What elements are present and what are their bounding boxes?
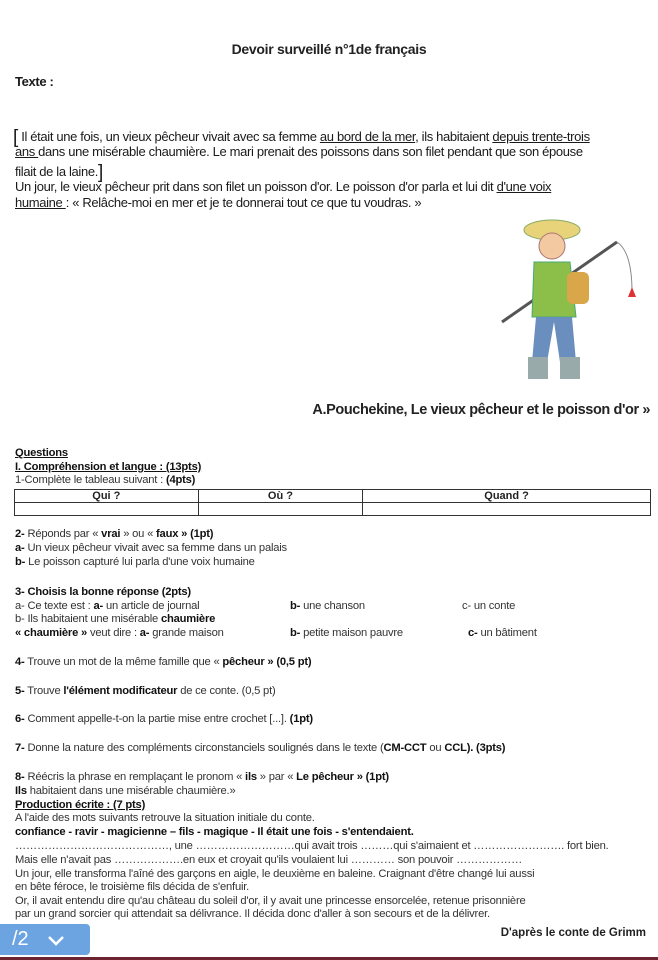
q-word: l'élément modificateur bbox=[63, 685, 178, 697]
option-text: petite maison pauvre bbox=[300, 627, 403, 639]
page-indicator[interactable] bbox=[0, 924, 90, 955]
production-line: Or, il avait entendu dire qu'au château du soleil d'or, il y avait une princesse ensorcelée, retenue prisonnière bbox=[15, 895, 526, 907]
q-word: « chaumière » bbox=[15, 627, 88, 639]
q-word: CCL bbox=[444, 742, 467, 754]
underlined-cct: depuis trente-trois bbox=[492, 129, 590, 144]
texte-label: Texte : bbox=[15, 74, 54, 89]
question-7 bbox=[15, 742, 505, 754]
option-b bbox=[290, 600, 365, 612]
text-line: filait de la laine. bbox=[15, 164, 98, 179]
points: » (1pt) bbox=[178, 528, 214, 540]
text-line: : « Relâche-moi en mer et je te donnerai tout ce que tu voudras. » bbox=[65, 195, 422, 210]
q-num: 6- bbox=[15, 713, 25, 725]
q-num: 8- bbox=[15, 771, 25, 783]
points: » (1pt) bbox=[353, 771, 389, 783]
q-text: » ou « bbox=[120, 528, 157, 540]
q-text: Comment appelle-t-on la partie mise entre crochet [...]. bbox=[24, 713, 290, 725]
q-text: Trouve bbox=[24, 685, 64, 697]
q-text: Réécris la phrase en remplaçant le pronom « bbox=[24, 771, 246, 783]
q-text: a- Ce texte est : bbox=[15, 600, 94, 612]
production-line: Un jour, elle transforma l'aîné des garçons en aigle, le deuxième en baleine. Craignant d'être changé lui aussi bbox=[15, 868, 535, 880]
production-line: ……………………………………, une ………………………qui avait trois ………qui s'aimaient et ……………………. fort bien. bbox=[15, 840, 609, 852]
q-num: 4- bbox=[15, 656, 25, 668]
page-count: /2 bbox=[12, 928, 29, 950]
question-3a bbox=[15, 600, 199, 612]
text-line: dans une misérable chaumière. Le mari prenait des poissons dans son filet pendant que son épouse bbox=[38, 144, 583, 159]
question-4 bbox=[15, 656, 311, 668]
q-num: a- bbox=[139, 627, 150, 639]
q-text: habitaient dans une misérable chaumière.» bbox=[26, 785, 236, 797]
close-bracket: ] bbox=[97, 162, 103, 183]
fisherman-illustration bbox=[492, 212, 652, 387]
option-a: grande maison bbox=[149, 627, 224, 639]
questions-heading: Questions bbox=[15, 447, 68, 459]
production-line: en bête féroce, le troisième fils décida de s'enfuir. bbox=[15, 881, 250, 893]
text-line: Il était une fois, un vieux pêcheur vivait avec sa femme bbox=[21, 129, 320, 144]
header-qui: Qui ? bbox=[15, 490, 199, 503]
q-word: pêcheur bbox=[222, 656, 265, 668]
q-num: 5- bbox=[15, 685, 25, 697]
q-num: b- bbox=[290, 627, 301, 639]
q-text: Réponds par « bbox=[24, 528, 102, 540]
question-2a bbox=[15, 542, 287, 554]
q-text: ou bbox=[426, 742, 445, 754]
underlined-cc: humaine bbox=[15, 195, 66, 210]
q-text: Trouve un mot de la même famille que « bbox=[24, 656, 223, 668]
underlined-cct: ans bbox=[15, 144, 39, 159]
production-heading: Production écrite : (7 pts) bbox=[15, 799, 146, 811]
option-text: un bâtiment bbox=[477, 627, 537, 639]
production-intro: A l'aide des mots suivants retrouve la situation initiale du conte. bbox=[15, 812, 315, 824]
q-word: CM-CCT bbox=[383, 742, 427, 754]
production-line: Mais elle n'avait pas ……………….en eux et croyait qu'ils voulaient lui ………… son pouvoir ……………… bbox=[15, 854, 523, 866]
points: » (0,5 pt) bbox=[264, 656, 312, 668]
q-num: 7- bbox=[15, 742, 25, 754]
question-3c bbox=[15, 627, 224, 639]
q-num: b- bbox=[15, 556, 26, 568]
q-word: Le pêcheur bbox=[296, 771, 354, 783]
document-title: Devoir surveillé n°1de français bbox=[231, 41, 427, 57]
question-8-sentence bbox=[15, 785, 236, 797]
q-text: Le poisson capturé lui parla d'une voix humaine bbox=[25, 556, 255, 568]
question-6 bbox=[15, 713, 313, 725]
points: (4pts) bbox=[165, 474, 196, 486]
question-text: 1-Complète le tableau suivant : bbox=[15, 474, 166, 486]
option-c: c- un conte bbox=[462, 600, 516, 612]
q-num: c- bbox=[468, 627, 478, 639]
production-line: par un grand sorcier qui attendait sa délivrance. Il décida donc d'aller à son secours et de la délivrer. bbox=[15, 908, 490, 920]
q-text: » par « bbox=[256, 771, 297, 783]
q-word: vrai bbox=[101, 528, 121, 540]
header-ou: Où ? bbox=[198, 490, 362, 503]
option-text: une chanson bbox=[300, 600, 365, 612]
question-1 bbox=[15, 474, 195, 486]
open-bracket: [ bbox=[13, 127, 18, 148]
q-text: veut dire : bbox=[87, 627, 140, 639]
underlined-cc: d'une voix bbox=[496, 179, 552, 194]
q-num: 2- bbox=[15, 528, 25, 540]
answer-cell-quand[interactable] bbox=[363, 503, 651, 516]
question-3b bbox=[15, 613, 215, 625]
question-8 bbox=[15, 771, 389, 783]
text-line: , ils habitaient bbox=[415, 129, 493, 144]
answer-cell-qui[interactable] bbox=[15, 503, 199, 516]
option-c bbox=[468, 627, 537, 639]
points: (1pt) bbox=[289, 713, 313, 725]
q-num: a- bbox=[93, 600, 104, 612]
section-comprehension: I. Compréhension et langue : (13pts) bbox=[15, 461, 202, 473]
question-2b bbox=[15, 556, 255, 568]
production-words: confiance - ravir - magicienne – fils - magique - Il était une fois - s'entendaient. bbox=[15, 826, 414, 838]
production-source: D'après le conte de Grimm bbox=[500, 927, 646, 939]
option-a: un article de journal bbox=[103, 600, 200, 612]
q-text: b- Ils habitaient une misérable bbox=[15, 613, 161, 625]
header-quand: Quand ? bbox=[363, 490, 651, 503]
q-text: Un vieux pêcheur vivait avec sa femme dans un palais bbox=[24, 542, 287, 554]
citation: A.Pouchekine, Le vieux pêcheur et le poisson d'or » bbox=[312, 402, 650, 418]
answer-table bbox=[14, 489, 651, 516]
chevron-down-icon[interactable] bbox=[48, 936, 64, 946]
q-word: chaumière bbox=[160, 613, 216, 625]
answer-cell-ou[interactable] bbox=[198, 503, 362, 516]
q-num: a- bbox=[15, 542, 25, 554]
q-text: Donne la nature des compléments circonstanciels soulignés dans le texte ( bbox=[24, 742, 384, 754]
q-text: de ce conte. (0,5 pt) bbox=[177, 685, 276, 697]
underlined-ccl: au bord de la mer bbox=[319, 129, 416, 144]
question-2 bbox=[15, 528, 213, 540]
q-word: ils bbox=[245, 771, 257, 783]
q-num: b- bbox=[290, 600, 301, 612]
q-word: Ils bbox=[15, 785, 27, 797]
question-3: 3- Choisis la bonne réponse (2pts) bbox=[15, 586, 191, 598]
q-word: faux bbox=[156, 528, 179, 540]
option-b bbox=[290, 627, 403, 639]
points: ). (3pts) bbox=[466, 742, 506, 754]
text-line: Un jour, le vieux pêcheur prit dans son filet un poisson d'or. Le poisson d'or parla et lui dit bbox=[15, 179, 497, 194]
question-5 bbox=[15, 685, 276, 697]
